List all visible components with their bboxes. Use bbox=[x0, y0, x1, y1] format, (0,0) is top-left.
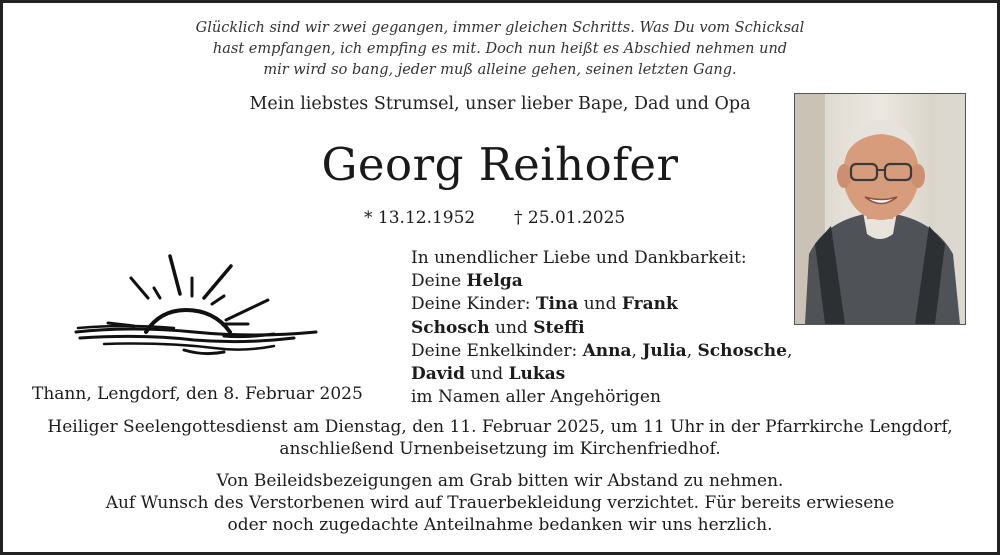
grandchild-name: Anna bbox=[582, 340, 632, 361]
birth-date: * 13.12.1952 bbox=[364, 208, 476, 228]
mourner-line: Deine Kinder: Tina und Frank bbox=[411, 294, 678, 315]
mourner-line: Schosch und Steffi bbox=[411, 317, 585, 338]
grandchild-name: David bbox=[411, 364, 465, 385]
sunrise-icon bbox=[74, 252, 320, 364]
service-line: Heiliger Seelengottesdienst am Dienstag, den 11. Februar 2025, um 11 Uhr in der Pfarrkirche Lengdorf, bbox=[47, 417, 953, 437]
poem bbox=[140, 18, 860, 81]
child-name: Frank bbox=[621, 294, 678, 315]
note-line: Auf Wunsch des Verstorbenen wird auf Trauerbekleidung verzichtet. Für bereits erwiesene bbox=[105, 493, 895, 513]
grandchild-name: Lukas bbox=[508, 364, 566, 385]
child-name: Tina bbox=[535, 294, 579, 315]
mourners-closing: im Namen aller Angehörigen bbox=[411, 387, 661, 408]
grandchild-name: Julia bbox=[642, 340, 687, 361]
portrait-photo bbox=[794, 93, 966, 325]
poem-line: hast empfangen, ich empfing es mit. Doch nun heißt es Abschied nehmen und bbox=[212, 41, 788, 57]
mourner-line: Deine Helga bbox=[411, 271, 523, 292]
poem-line: Glücklich sind wir zwei gegangen, immer gleichen Schritts. Was Du vom Schicksal bbox=[195, 20, 805, 36]
place-date: Thann, Lengdorf, den 8. Februar 2025 bbox=[32, 384, 363, 404]
service-info bbox=[40, 416, 960, 460]
child-name: Schosch bbox=[411, 317, 490, 338]
poem-line: mir wird so bang, jeder muß alleine gehen, seinen letzten Gang. bbox=[263, 62, 737, 78]
intro-line: Mein liebstes Strumsel, unser lieber Bape, Dad und Opa bbox=[249, 94, 751, 114]
child-name: Steffi bbox=[533, 317, 585, 338]
death-date: † 25.01.2025 bbox=[514, 208, 626, 228]
deceased-name: Georg Reihofer bbox=[321, 138, 679, 191]
note-line: Von Beileidsbezeigungen am Grab bitten wir Abstand zu nehmen. bbox=[216, 471, 784, 491]
mourner-line: Deine Enkelkinder: Anna, Julia, Schosche, bbox=[411, 340, 793, 361]
grandchild-name: Schosche bbox=[697, 340, 787, 361]
closing-notes bbox=[40, 470, 960, 536]
note-line: oder noch zugedachte Anteilnahme bedanken wir uns herzlich. bbox=[227, 515, 773, 535]
mourners-list bbox=[411, 247, 792, 409]
mourner-line: David und Lukas bbox=[411, 364, 566, 385]
service-line: anschließend Urnenbeisetzung im Kirchenfriedhof. bbox=[279, 439, 721, 459]
mourners-intro: In unendlicher Liebe und Dankbarkeit: bbox=[411, 248, 747, 268]
wife-name: Helga bbox=[466, 271, 523, 292]
